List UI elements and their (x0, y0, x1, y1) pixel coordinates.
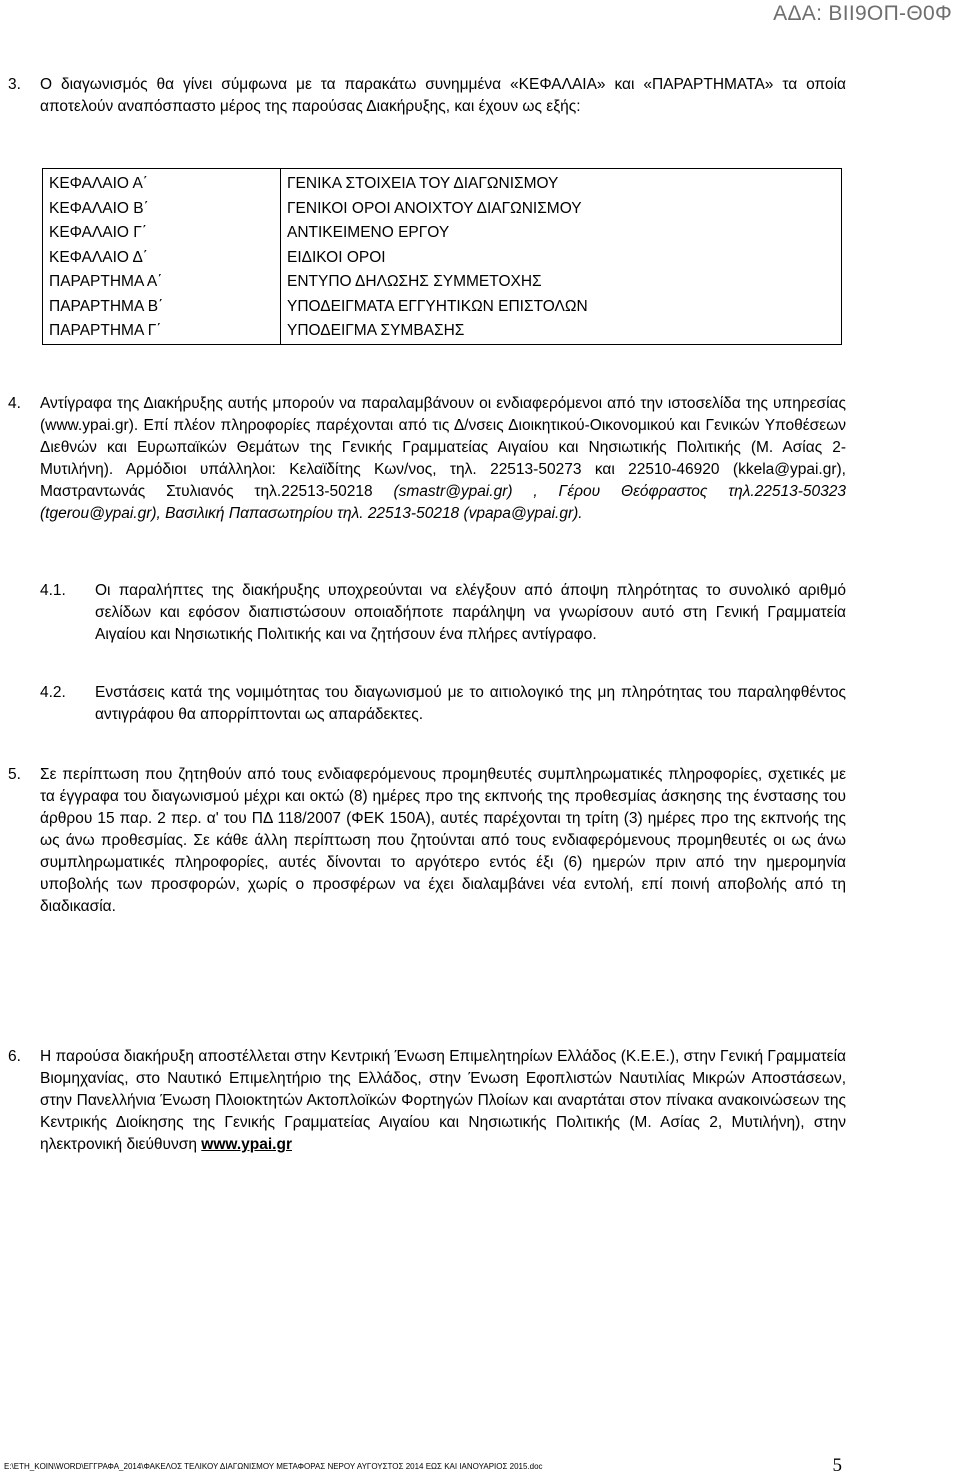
section-6-main-text: Η παρούσα διακήρυξη αποστέλλεται στην Κεντρική Ένωση Επιμελητηρίων Ελλάδος (Κ.Ε.Ε.), στην Γενική Γραμματεία Βιομηχανίας, στο Ναυτικό Επιμελητήριο της Ελλάδος, στην Ένωση Εφοπλιστών Ναυτιλίας Μικρών Αποστάσεων, στην Πανελλήνια Ένωση Πλοιοκτητών Ακτοπλοϊκών Φορτηγών Πλοίων και αναρτάται στον πίνακα ανακοινώσεων της Κεντρικής Διοίκησης της Γενικής Γραμματείας Αιγαίου και Νησιωτικής Πολιτικής (Μ. Ασίας 2, Μυτιλήνη), στην ηλεκτρονική διεύθυνση (40, 1048, 846, 1153)
chapter-title: ΕΙΔΙΚΟΙ ΟΡΟΙ (287, 248, 386, 266)
section-6 (8, 1046, 846, 1156)
subsection-4-1 (40, 580, 846, 646)
chapter-title: ΓΕΝΙΚΑ ΣΤΟΙΧΕΙΑ ΤΟΥ ΔΙΑΓΩΝΙΣΜΟΥ (287, 175, 559, 192)
section-5-text: Σε περίπτωση που ζητηθούν από τους ενδιαφερόμενους προμηθευτές συμπληρωματικές πληροφορίες, σχετικές με τα έγγραφα του διαγωνισμού μέχρι και οκτώ (8) ημέρες προ της εκπνοής της προθεσμίας άσκησης της ένστασης του άρθρου 15 παρ. 2 περ. α' του ΠΔ 118/2007 (ΦΕΚ 150Α), αυτές παρέχονται τη τρίτη (3) ημέρες προ της εκπνοής της ως άνω προθεσμίας. Σε κάθε άλλη περίπτωση που ζητούνται από τους ενδιαφερόμενους προμηθευτές οι ως άνω συμπληρωματικές πληροφορίες, αυτές δίνονται το αργότερο εντός έξι (6) ημερών πριν από την ημερομηνία υποβολής των προσφορών, χωρίς ο προσφέρων να έχει διαλαμβάνει νέα εντολή, επί ποινή αποβολής από τη διαδικασία. (40, 766, 846, 915)
subsection-4-2 (40, 682, 846, 726)
chapter-label: ΚΕΦΑΛΑΙΟ Α΄ (49, 175, 148, 192)
chapters-table (42, 168, 842, 345)
chapter-title: ΥΠΟΔΕΙΓΜΑ ΣΥΜΒΑΣΗΣ (287, 322, 465, 339)
subsection-4-2-number: 4.2. (40, 684, 66, 701)
section-6-text (40, 1046, 846, 1156)
chapter-title: ΓΕΝΙΚΟΙ ΟΡΟΙ ΑΝΟΙΧΤΟΥ ΔΙΑΓΩΝΙΣΜΟΥ (287, 199, 582, 217)
section-5-number: 5. (8, 766, 21, 783)
chapter-title: ΕΝΤΥΠΟ ΔΗΛΩΣΗΣ ΣΥΜΜΕΤΟΧΗΣ (287, 273, 542, 290)
chapter-label: ΠΑΡΑΡΤΗΜΑ Β΄ (49, 297, 164, 315)
subsection-4-2-text: Ενστάσεις κατά της νομιμότητας του διαγωνισμού με το αιτιολογικό της μη πληρότητας του παραληφθέντος αντιγράφου θα απορρίπτονται ως απαράδεκτες. (95, 684, 846, 723)
chapter-title: ΑΝΤΙΚΕΙΜΕΝΟ ΕΡΓΟΥ (287, 224, 450, 241)
chapter-title: ΥΠΟΔΕΙΓΜΑΤΑ ΕΓΓΥΗΤΙΚΩΝ ΕΠΙΣΤΟΛΩΝ (287, 297, 588, 315)
chapter-label: ΚΕΦΑΛΑΙΟ Δ΄ (49, 248, 148, 266)
chapter-label: ΠΑΡΑΡΤΗΜΑ Α΄ (49, 273, 163, 290)
chapter-label: ΚΕΦΑΛΑΙΟ Γ΄ (49, 224, 147, 241)
chapter-titles-cell (281, 169, 842, 345)
subsection-4-1-text: Οι παραλήπτες της διακήρυξης υποχρεούνται να ελέγξουν από άποψη πληρότητας το συνολικό αριθμό σελίδων και εφόσον διαπιστώσουν οποιαδήποτε παράληψη να γνωρίσουν αυτό στη Γενική Γραμματεία Αιγαίου και Νησιωτικής Πολιτικής και να ζητήσουν ένα πλήρες αντίγραφο. (95, 582, 846, 643)
section-5 (8, 764, 846, 918)
section-3-number: 3. (8, 76, 21, 93)
chapter-label: ΚΕΦΑΛΑΙΟ Β΄ (49, 199, 149, 217)
chapter-label: ΠΑΡΑΡΤΗΜΑ Γ΄ (49, 322, 162, 339)
section-4 (8, 393, 846, 525)
section-3 (8, 74, 846, 118)
footer-file-path: E:\ΕΤΗ_KOIN\WORD\ΕΓΓΡΑΦΑ_2014\ΦΑΚΕΛΟΣ ΤΕΛΙΚΟΥ ΔΙΑΓΩΝΙΣΜΟΥ ΜΕΤΑΦΟΡΑΣ ΝΕΡΟΥ ΑΥΓΟΥΣΤΟΣ 2014 ΕΩΣ ΚΑΙ ΙΑΝΟΥΑΡΙΟΣ 2015.doc (4, 1462, 543, 1471)
section-6-number: 6. (8, 1048, 21, 1065)
section-4-number: 4. (8, 395, 21, 412)
ypai-website-link[interactable]: www.ypai.gr (201, 1136, 292, 1153)
section-4-main-text: Αντίγραφα της Διακήρυξης αυτής μπορούν να παραλαμβάνουν οι ενδιαφερόμενοι από την ιστοσελίδα της υπηρεσίας (www.ypai.gr). Επί πλέον πληροφορίες παρέχονται από τις Δ/νσεις Διοικητικού-Οικονομικού και Γενικών Υποθέσεων Διεθνών και Ευρωπαϊκών Θεμάτων της Γενικής Γραμματείας Αιγαίου και Νησιωτικής Πολιτικής (Μ. Ασίας 2- Μυτιλήνη). Αρμόδιοι υπάλληλοι: Κελαϊδίτης Κων/νος, τηλ. 22513-50273 και 22510-46920 (kkela@ypai.gr), Μαστραντωνάς Στυλιανός τηλ.22513-50218 (40, 395, 846, 500)
chapter-labels-cell (43, 169, 281, 345)
section-4-contacts: (smastr@ypai.gr) , Γέρου Θεόφραστος τηλ.22513-50323 (tgerou@ypai.gr), Βασιλική Παπασωτηρίου τηλ. 22513-50218 (vpapa@ypai.gr). (40, 483, 847, 522)
ada-code: ΑΔΑ: ΒΙΙ9ΟΠ-Θ0Φ (773, 2, 952, 25)
subsection-4-1-number: 4.1. (40, 582, 66, 599)
section-3-text: Ο διαγωνισμός θα γίνει σύμφωνα με τα παρακάτω συνημμένα «ΚΕΦΑΛΑΙΑ» και «ΠΑΡΑΡΤΗΜΑΤΑ» τα οποία αποτελούν αναπόσπαστο μέρος της παρούσας Διακήρυξης, και έχουν ως εξής: (40, 76, 846, 115)
section-4-text (40, 393, 846, 525)
page-number: 5 (832, 1455, 842, 1476)
